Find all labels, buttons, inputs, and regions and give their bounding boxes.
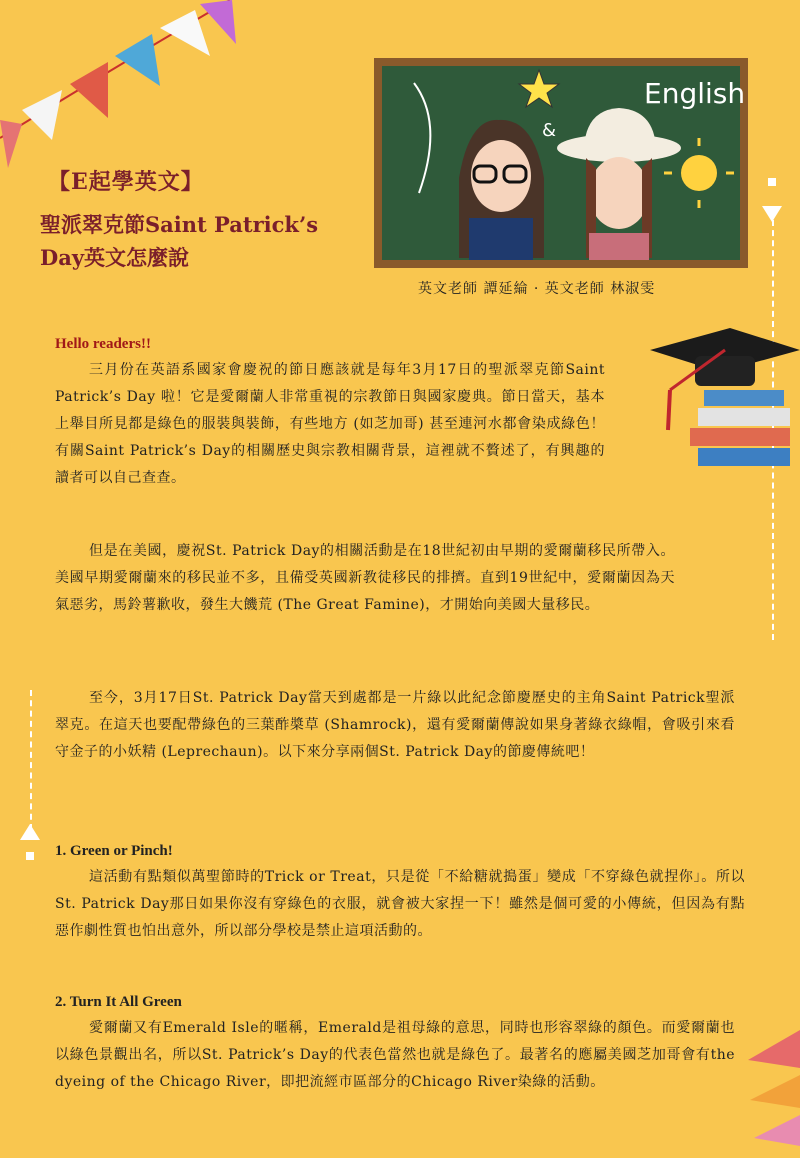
board-word: English <box>644 77 746 110</box>
page-title <box>40 208 370 274</box>
title-line-1: 聖派翠克節Saint Patrick’s <box>40 212 319 237</box>
board-ampersand: & <box>542 120 557 141</box>
greeting: Hello readers!! <box>55 336 151 352</box>
triangle-marker-left <box>20 822 42 868</box>
section-1-heading: 1. Green or Pinch! <box>55 843 173 859</box>
chalkboard-illustration <box>374 58 748 268</box>
triangle-marker-right <box>762 178 784 224</box>
bunting-decoration <box>0 0 240 170</box>
paragraph-3: 至今，3月17日St. Patrick Day當天到處都是一片綠以此紀念節慶歷史的主角Saint Patrick聖派翠克。在這天也要配帶綠色的三葉酢槳草 (Shamrock)，還有愛爾蘭傳說如果身著綠衣綠帽，會吸引來看守金子的小妖精 (Leprechaun)。以下來分享兩個St. Patrick Day的節慶傳統吧！ <box>55 690 735 760</box>
section-2-text: 愛爾蘭又有Emerald Isle的暱稱，Emerald是祖母綠的意思，同時也形容翠綠的顏色。而愛爾蘭也以綠色景觀出名，所以St. Patrick’s Day的代表色當然也就是綠色了。最著名的應屬美國芝加哥會有the dyeing of the Chicago River，即把流經市區部分的Chicago River染綠的活動。 <box>55 1020 735 1090</box>
books-cap-illustration <box>640 320 800 470</box>
teacher-caption: 英文老師 譚延綸 · 英文老師 林淑雯 <box>418 281 656 297</box>
section-1-text: 這活動有點類似萬聖節時的Trick or Treat，只是從「不給糖就搗蛋」變成「不穿綠色就捏你」。所以St. Patrick Day那日如果你沒有穿綠色的衣服，就會被大家捏一下！雖然是個可愛的小傳統，但因為有點惡作劇性質也怕出意外，所以部分學校是禁止這項活動的。 <box>55 869 745 939</box>
paragraph-1: 三月份在英語系國家會慶祝的節日應該就是每年3月17日的聖派翠克節Saint Patrick’s Day 啦！它是愛爾蘭人非常重視的宗教節日與國家慶典。節日當天，基本上舉目所見都是綠色的服裝與裝飾，有些地方 (如芝加哥) 甚至連河水都會染成綠色！有關Saint Patrick’s Day的相關歷史與宗教相關背景，這裡就不贅述了，有興趣的讀者可以自己查查。 <box>55 362 605 486</box>
column-tag: 【E起學英文】 <box>48 169 204 195</box>
paragraph-2: 但是在美國，慶祝St. Patrick Day的相關活動是在18世紀初由早期的愛爾蘭移民所帶入。美國早期愛爾蘭來的移民並不多，且備受英國新教徒移民的排擠。直到19世紀中，愛爾蘭因為天氣惡劣，馬鈴薯歉收，發生大饑荒 (The Great Famine)，才開始向美國大量移民。 <box>55 543 675 613</box>
pencils-decoration <box>740 1020 800 1158</box>
section-2-heading: 2. Turn It All Green <box>55 994 182 1010</box>
dashed-border-left <box>30 690 32 830</box>
title-line-2: Day英文怎麼說 <box>40 245 190 270</box>
